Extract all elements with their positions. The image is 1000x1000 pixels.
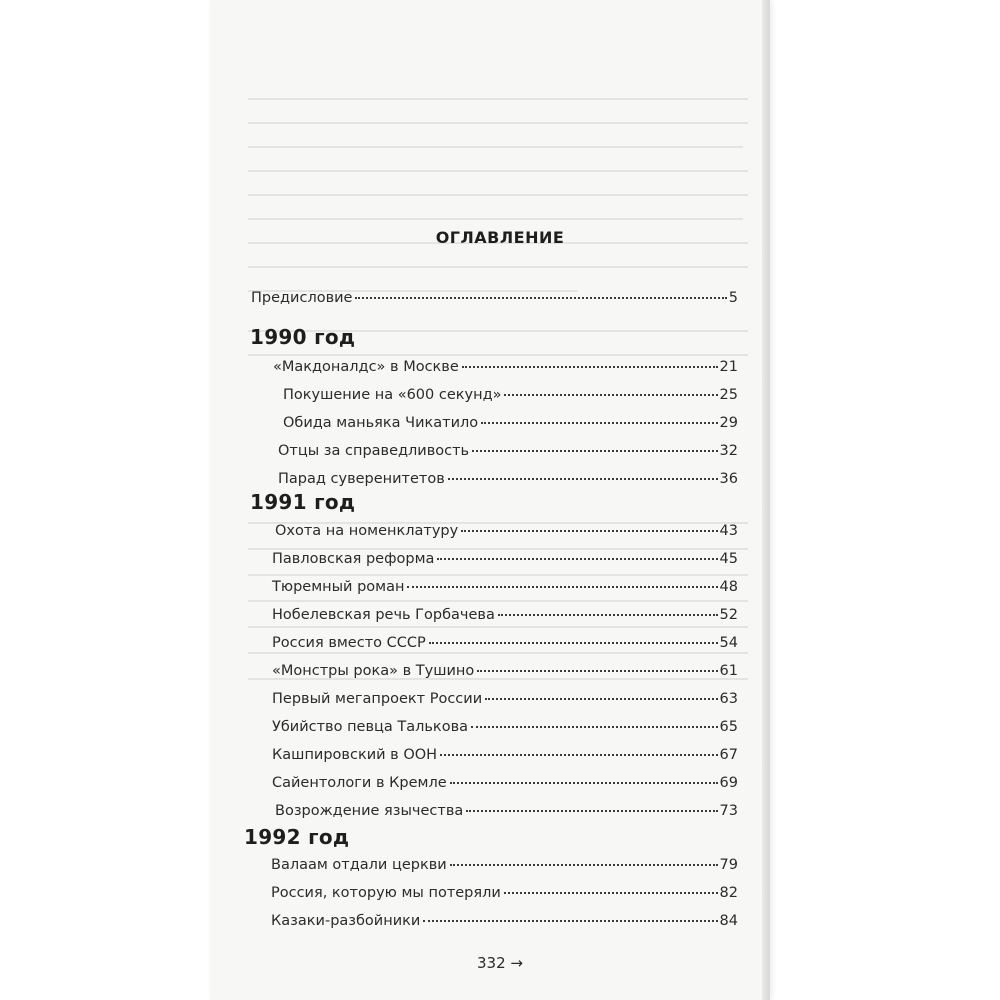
toc-entry[interactable] [278,443,738,459]
leader-dots [355,297,726,299]
toc-entry[interactable] [272,719,738,735]
toc-entry-label: «Макдоналдс» в Москве [273,359,459,375]
leader-dots [471,726,718,728]
toc-entry-page: 84 [719,913,738,929]
toc-entry[interactable] [272,775,738,791]
toc-entry-page: 48 [719,579,738,595]
leader-dots [504,394,717,396]
leader-dots [504,892,718,894]
toc-entry[interactable] [272,607,738,623]
toc-entry[interactable] [272,551,738,567]
toc-entry-label: Парад суверенитетов [278,471,445,487]
leader-dots [466,810,717,812]
section-year: 1990 год [250,325,356,349]
leader-dots [437,558,717,560]
toc-entry-label: Валаам отдали церкви [271,857,447,873]
toc-entry-preface[interactable] [251,290,738,306]
toc-entry[interactable] [272,747,738,763]
section-year: 1992 год [244,825,350,849]
toc-entry-page: 54 [719,635,738,651]
toc-entry-label: Кашпировский в ООН [272,747,438,763]
toc-entry-label: Отцы за справедливость [278,443,470,459]
toc-entry-label: Казаки-разбойники [271,913,421,929]
toc-entry-label: Возрождение язычества [275,803,464,819]
toc-entry[interactable] [278,471,738,487]
toc-entry-page: 36 [719,471,738,487]
leader-dots [450,864,718,866]
toc-entry-page: 21 [719,359,738,375]
toc-entry[interactable] [272,635,738,651]
toc-entry[interactable] [275,523,738,539]
toc-entry-page: 45 [719,551,738,567]
toc-entry-page: 79 [719,857,738,873]
toc-entry-label: Тюремный роман [272,579,405,595]
toc-entry-page: 61 [719,663,738,679]
toc-entry[interactable] [271,885,738,901]
toc-entry[interactable] [272,691,738,707]
toc-entry[interactable] [272,579,738,595]
leader-dots [472,450,717,452]
toc-entry-label: Павловская реформа [272,551,435,567]
leader-dots [448,478,718,480]
leader-dots [423,920,717,922]
toc-entry-page: 69 [719,775,738,791]
toc-entry-page: 32 [719,443,738,459]
leader-dots [477,670,717,672]
page-number: 332 → [477,954,523,972]
toc-entry[interactable] [275,803,738,819]
toc-entry-label: «Монстры рока» в Тушино [272,663,475,679]
toc-entry-page: 25 [719,387,738,403]
toc-entry[interactable] [283,387,738,403]
toc-entry-label: Покушение на «600 секунд» [283,387,502,403]
toc-entry[interactable] [271,857,738,873]
toc-entry-page: 52 [719,607,738,623]
toc-entry-page: 63 [719,691,738,707]
leader-dots [461,530,717,532]
toc-entry-label: Предисловие [251,290,353,306]
toc-entry[interactable] [271,913,738,929]
leader-dots [485,698,717,700]
leader-dots [450,782,718,784]
toc-entry-label: Обида маньяка Чикатило [283,415,479,431]
toc-entry-page: 82 [719,885,738,901]
toc-entry-page: 43 [719,523,738,539]
leader-dots [462,366,718,368]
section-year: 1991 год [250,490,356,514]
toc-entry[interactable] [272,663,738,679]
leader-dots [481,422,717,424]
toc-entry-label: Россия вместо СССР [272,635,426,651]
toc-entry-label: Нобелевская речь Горбачева [272,607,495,623]
toc-entry-label: Сайентологи в Кремле [272,775,447,791]
toc-entry-page: 5 [728,290,738,306]
toc-entry-page: 65 [719,719,738,735]
leader-dots [440,754,718,756]
toc-title: ОГЛАВЛЕНИЕ [435,228,565,247]
leader-dots [407,586,717,588]
leader-dots [498,614,718,616]
toc-entry-page: 73 [719,803,738,819]
toc-entry[interactable] [273,359,738,375]
toc-entry[interactable] [283,415,738,431]
toc-entry-label: Убийство певца Талькова [272,719,468,735]
toc-entry-label: Первый мегапроект России [272,691,483,707]
leader-dots [429,642,718,644]
toc-entry-page: 29 [719,415,738,431]
toc-entry-label: Россия, которую мы потеряли [271,885,501,901]
toc-entry-label: Охота на номенклатуру [275,523,459,539]
toc-entry-page: 67 [719,747,738,763]
